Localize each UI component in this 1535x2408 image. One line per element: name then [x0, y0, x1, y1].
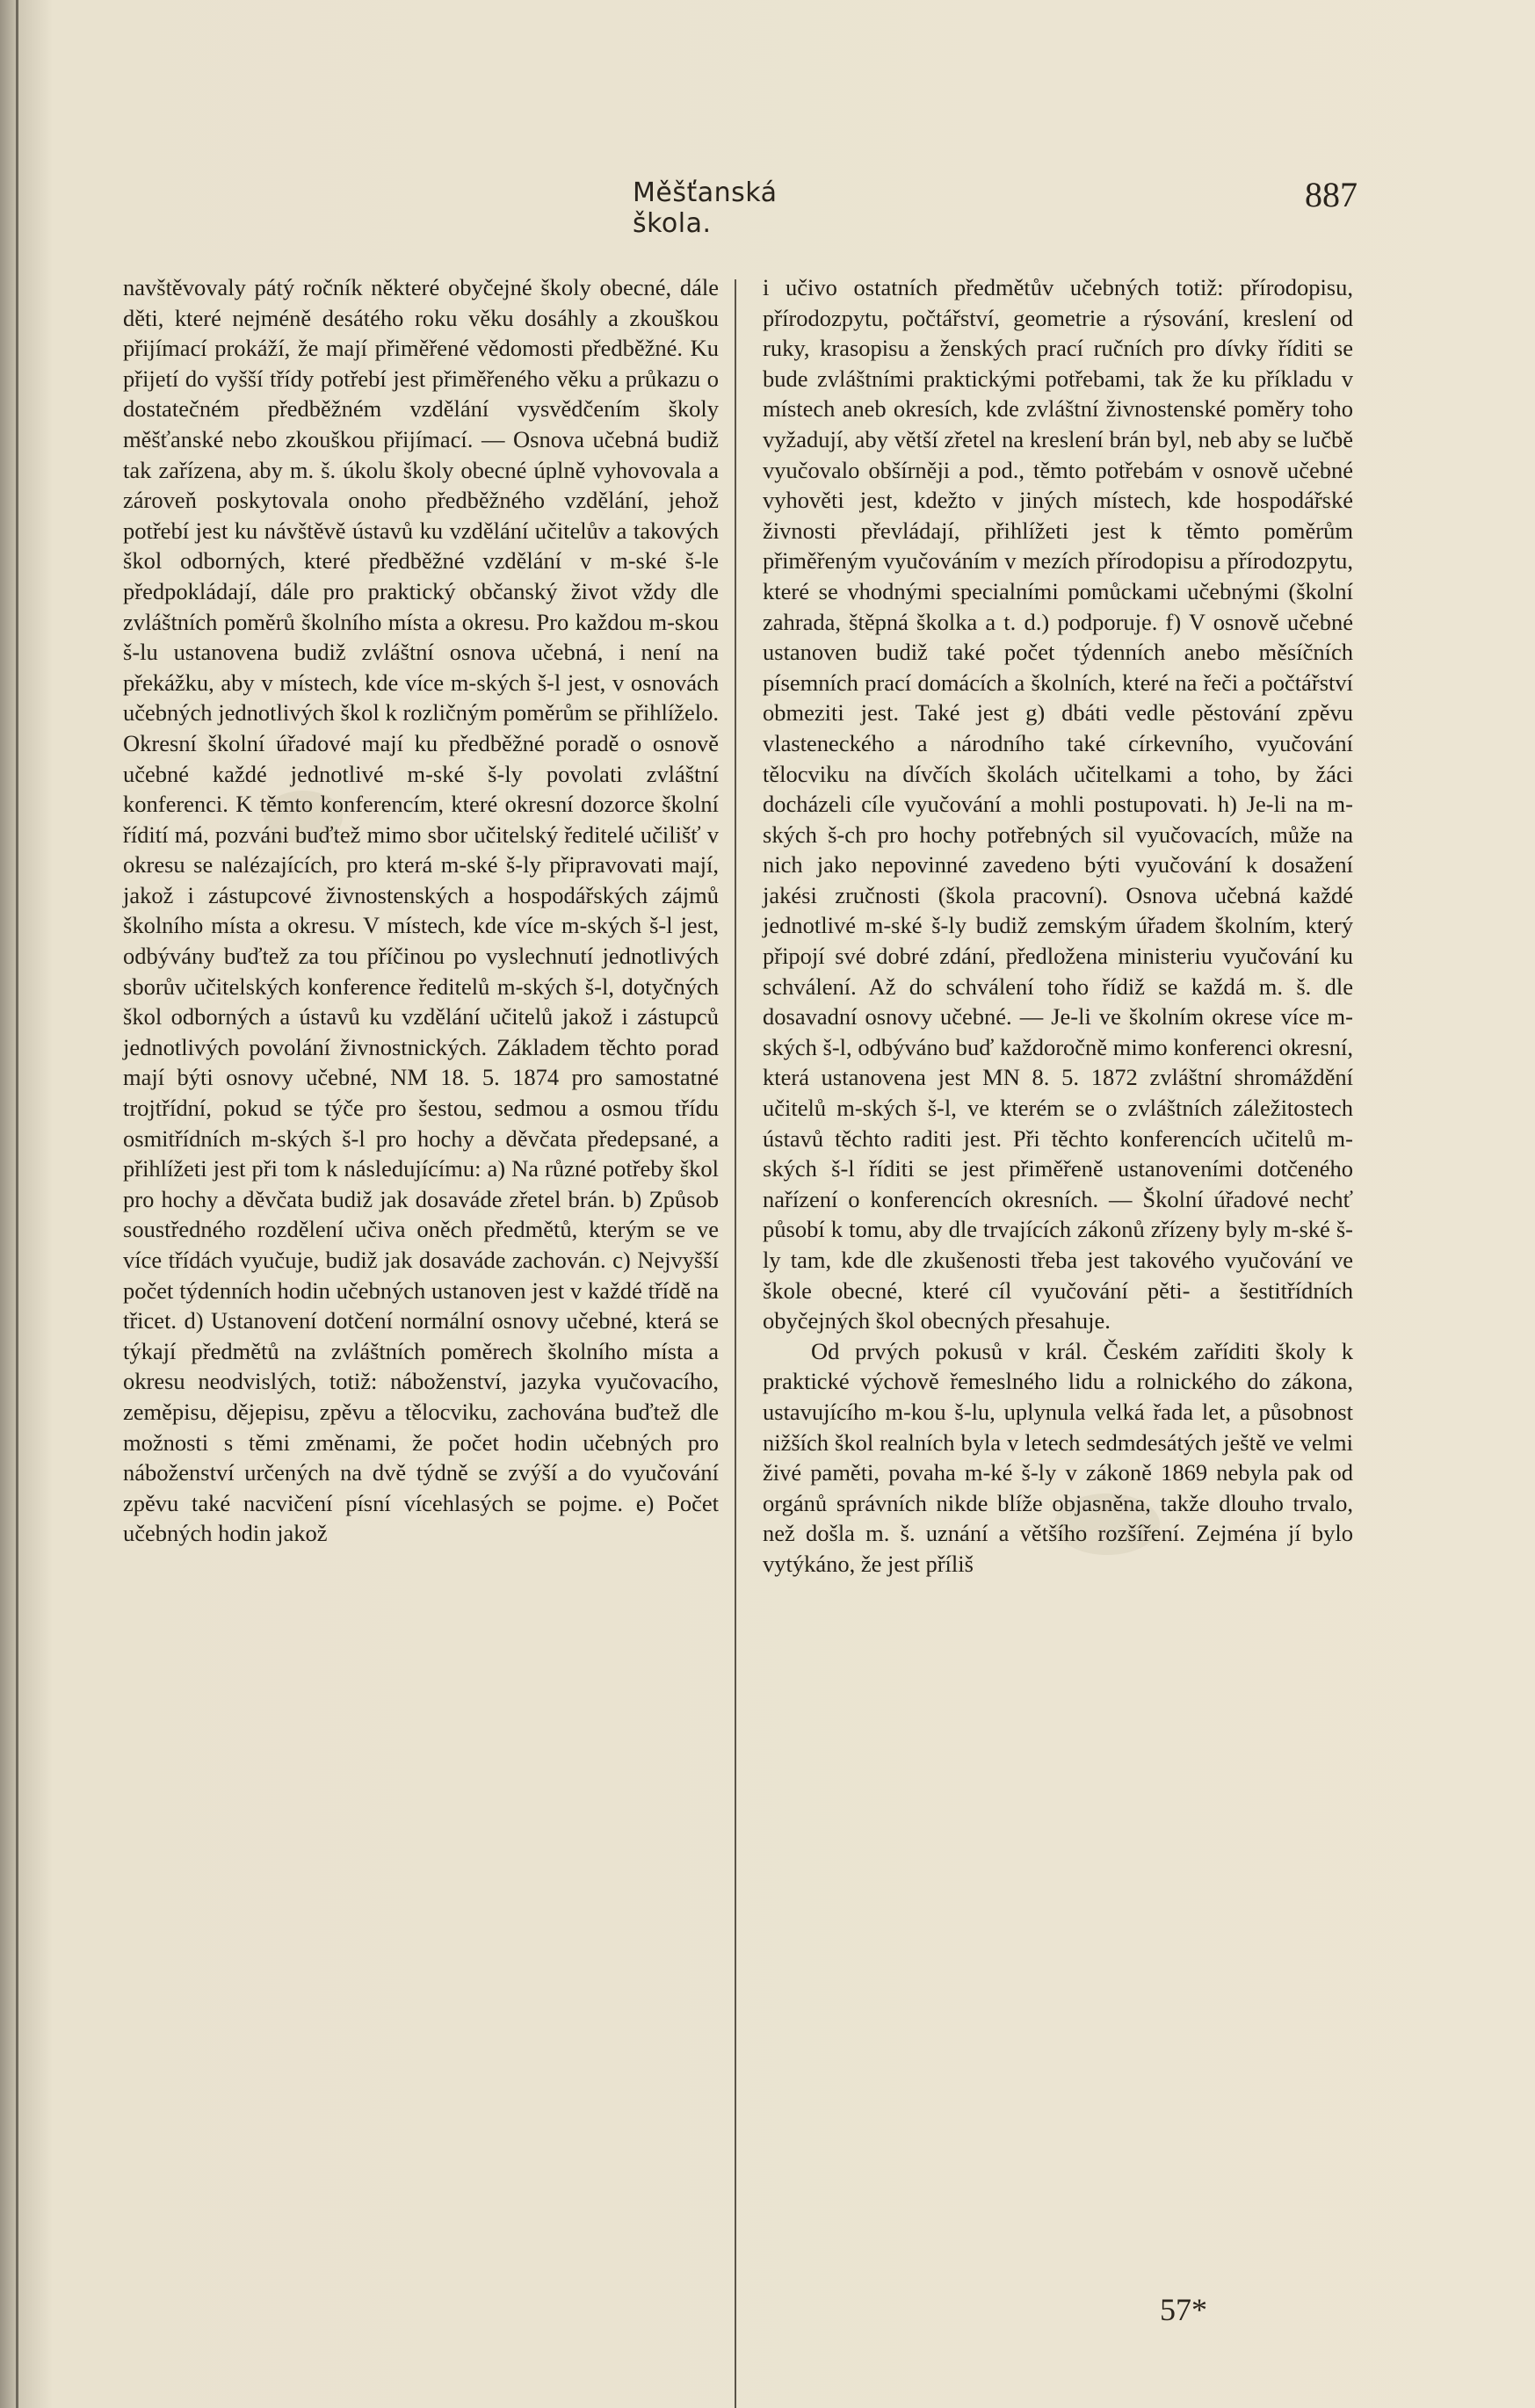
right-paragraph-1: i učivo ostatních předmětův učebných totiž: přírodopisu, přírodozpytu, počtářství, geometrie a rýsování, kreslení od ruky, krasopisu a ženských prací ručních pro dívky říditi se bude zvláštními praktickými potřebami, tak že ku příkladu v místech aneb okresích, kde zvláštní živnostenské poměry toho vyžadují, aby větší zřetel na kreslení brán byl, neb aby se lučbě vyučovalo obšírněji a pod., těmto potřebám v osnově učebné vyhověti jest, kdežto v jiných místech, kde hospodářské živnosti převládají, přihlížeti jest k těmto poměrům přiměřeným vyučováním v mezích přírodopisu a přírodozpytu, které se vhodnými specialními pomůckami učebnými (školní zahrada, štěpná školka a t. d.) podporuje. f) V osnově učebné ustanoven budiž také počet týdenních anebo měsíčních písemních prací domácích a školních, které na řeči a počtářství obmeziti jest. Také jest g) dbáti vedle pěstování zpěvu vlasteneckého a národního také církevního, vyučování tělocviku na dívčích školách učitelkami a toho, by žáci docházeli cíle vyučování a mohli postupovati. h) Je-li na m-ských š-ch pro hochy potřebných sil vyučovacích, může na nich jako nepovinné zavedeno býti vyučování k dosažení jakési zručnosti (škola pracovní). Osnova učebná každé jednotlivé m-ské š-ly budiž zemským úřadem školním, který připojí své dobré zdání, předložena ministeriu vyučování ku schválení. Až do schválení toho řídiž se každá m. š. dle dosavadní osnovy učebné. — Je-li ve školním okrese více m-ských š-l, odbýváno buď každoročně mimo konferenci okresní, která ustanovena jest MN 8. 5. 1872 zvláštní shromáždění učitelů m-ských š-l, ve kterém se o zvláštních záležitostech ústavů těchto raditi jest. Při těchto konferencích učitelů m-ských š-l říditi se jest přiměřeně ustanoveními dotčeného nařízení o konferencích okresních. — Školní úřadové nechť působí k tomu, aby dle trvajících zákonů zřízeny byly m-ské š-ly tam, kde dle zkušenosti třeba jest takového vyučování ve škole obecné, které cíl vyučování pěti- a šestitřídních obyčejných škol obecných přesahuje. [763, 274, 1353, 1334]
running-title: Měšťanská škola. [633, 177, 778, 239]
page-number: 887 [1305, 175, 1358, 214]
right-column [763, 272, 1353, 1580]
signature-mark: 57* [1160, 2292, 1207, 2327]
binding-gutter [16, 0, 18, 2408]
left-paragraph-1: navštěvovaly pátý ročník některé obyčejné školy obecné, dále děti, které nejméně desátého roku věku dosáhly a zkouškou přijímací prokáží, že mají přiměřené vědomosti předběžné. Ku přijetí do vyšší třídy potřebí jest přiměřeného věku a průkazu o dostatečném předběžném vzdělání vysvědčením školy měšťanské nebo zkouškou přijímací. — Osnova učebná budiž tak zařízena, aby m. š. úkolu školy obecné úplně vyhovovala a zároveň poskytovala onoho předběžného vzdělání, jehož potřebí jest ku návštěvě ústavů ku vzdělání učitelův a takových škol odborných, které předběžné vzdělání v m-ské š-le předpokládají, dále pro praktický občanský život vždy dle zvláštních poměrů školního místa a okresu. Pro každou m-skou š-lu ustanovena budiž zvláštní osnova učebná, i není na překážku, aby v místech, kde více m-ských š-l jest, v osnovách učebných jednotlivých škol k rozličným poměrům se přihlíželo. Okresní školní úřadové mají ku předběžné poradě o osnově učebné každé jednotlivé m-ské š-ly povolati zvláštní konferenci. K těmto konferencím, které okresní dozorce školní řídití má, pozváni buďtež mimo sbor učitelský ředitelé učilišť v okresu se nalézajících, pro která m-ské š-ly připravovati mají, jakož i zástupcové živnostenských a hospodářských zájmů školního místa a okresu. V místech, kde více m-ských š-l jest, odbývány buďtež za tou příčinou po vyslechnutí jednotlivých sborův učitelských konference ředitelů m-ských š-l, dotyčných škol odborných a ústavů ku vzdělání učitelů jakož i zástupců jednotlivých povolání živnostnických. Základem těchto porad mají býti osnovy učebné, NM 18. 5. 1874 pro samostatné trojtřídní, pokud se týče pro šestou, sedmou a osmou třídu osmitřídních m-ských š-l pro hochy a děvčata předepsané, a přihlížeti jest při tom k následujícímu: a) Na různé potřeby škol pro hochy a děvčata budiž jak dosaváde zřetel brán. b) Způsob soustředného rozdělení učiva oněch předmětů, kterým se ve více třídách vyučuje, budiž jak dosaváde zachován. c) Nejvyšší počet týdenních hodin učebných ustanoven jest v každé třídě na třicet. d) Ustanovení dotčení normální osnovy učebné, která se týkají předmětů na zvláštních poměrech školního místa a okresu neodvislých, totiž: náboženství, jazyka vyučovacího, zeměpisu, dějepisu, zpěvu a tělocviku, zachována buďtež dle možnosti s těmi změnami, že počet hodin učebných pro náboženství určených na dvě týdně se zvýší a do vyučování zpěvu také nacvičení písní vícehlasých se pojme. e) Počet učebných hodin jakož [123, 274, 719, 1547]
left-column [123, 272, 719, 1549]
column-divider [735, 279, 736, 2408]
right-paragraph-2: Od prvých pokusů v král. Českém zaříditi školy k praktické výchově řemeslného lidu a rolnického do zákona, ustavujícího m-kou š-lu, uplynula velká řada let, a působnost nižších škol realních byla v letech sedmdesátých ještě ve velmi živé paměti, povaha m-ké š-ly v zákoně 1869 nebyla pak od orgánů správních nikde blíže objasněna, takže dlouho trvalo, než došla m. š. uznání a většího rozšíření. Zejména jí bylo vytýkáno, že jest příliš [763, 1337, 1353, 1577]
